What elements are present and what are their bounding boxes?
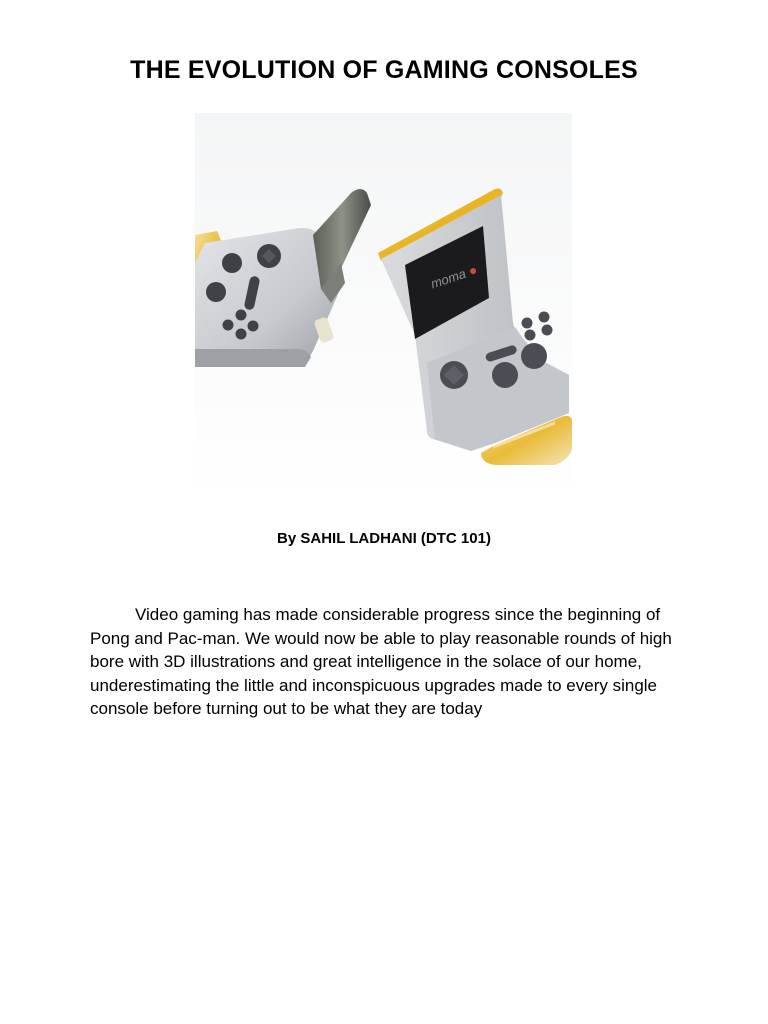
paragraph-line: bore with 3D illustrations and great intelligence in the solace of our home,	[90, 652, 642, 671]
paragraph-line: Pong and Pac-man. We would now be able to play reasonable rounds of high	[90, 628, 672, 648]
left-console-button	[206, 282, 226, 302]
paragraph-line: underestimating the little and inconspicuous upgrades made to every single	[90, 675, 658, 695]
screen-logo-text: moma	[428, 265, 468, 292]
right-console-button	[521, 343, 547, 369]
console-illustration	[195, 113, 572, 502]
intro-paragraph	[90, 603, 730, 721]
paragraph-line: console before turning out to be what they are today	[90, 699, 483, 718]
right-console-button	[492, 362, 518, 388]
document-title: THE EVOLUTION OF GAMING CONSOLES	[130, 56, 638, 84]
paragraph-line: Video gaming has made considerable progress since the beginning of	[135, 605, 661, 624]
author-byline: By SAHIL LADHANI (DTC 101)	[277, 530, 491, 547]
console-photo	[195, 113, 572, 502]
left-console-button	[222, 253, 242, 273]
